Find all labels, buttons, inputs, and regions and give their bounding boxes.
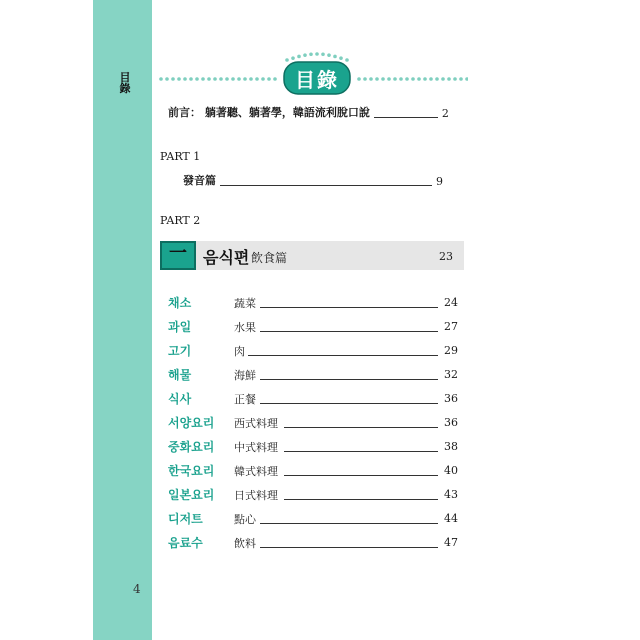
section-page: 23 (439, 250, 453, 263)
toc-row-korean: 과일 (168, 320, 192, 334)
leader-line (260, 331, 438, 332)
toc-row-korean: 서양요리 (168, 416, 215, 430)
decorative-dot (189, 77, 193, 81)
toc-title: 目錄 (295, 68, 339, 92)
decorative-dot (363, 77, 367, 81)
toc-row-page: 27 (444, 320, 458, 333)
toc-row[interactable] (168, 486, 458, 502)
toc-row[interactable] (168, 462, 458, 478)
decorative-dot (357, 77, 361, 81)
toc-row-chinese: 中式料理 (234, 441, 278, 454)
preface-label: 前言： 躺著聽、躺著學，韓語流利脫口說 (168, 106, 370, 119)
decorative-dot (201, 77, 205, 81)
decorative-dot (423, 77, 427, 81)
decorative-dot (441, 77, 445, 81)
decorative-dot (435, 77, 439, 81)
toc-row[interactable] (168, 534, 458, 550)
decorative-dot (447, 77, 451, 81)
decorative-dot (417, 77, 421, 81)
toc-row[interactable] (168, 438, 458, 454)
toc-row-chinese: 日式料理 (234, 489, 278, 502)
toc-row[interactable] (168, 342, 458, 358)
toc-row-chinese: 肉 (234, 345, 245, 358)
section-chinese-title: 飲食篇 (251, 251, 288, 265)
decorative-dot (225, 77, 229, 81)
decorative-dot (453, 77, 457, 81)
decorative-dot (243, 77, 247, 81)
toc-row-chinese: 點心 (234, 513, 256, 526)
decorative-dot (411, 77, 415, 81)
decorative-dot (321, 52, 325, 56)
decorative-dot (237, 77, 241, 81)
toc-row[interactable] (168, 366, 458, 382)
decorative-dot (465, 77, 468, 81)
decorative-dot (165, 77, 169, 81)
decorative-dot (285, 58, 289, 62)
toc-row-chinese: 海鮮 (234, 369, 256, 382)
leader-line (248, 355, 438, 356)
toc-row-korean: 해물 (168, 368, 192, 382)
decorative-dot (429, 77, 433, 81)
toc-row[interactable] (168, 318, 458, 334)
part-1-entry-page: 9 (436, 175, 443, 188)
preface-page: 2 (441, 107, 449, 120)
toc-row-chinese: 韓式料理 (234, 465, 278, 478)
leader-line (260, 379, 438, 380)
decorative-dot (207, 77, 211, 81)
leader-line (284, 475, 438, 476)
toc-row-chinese: 蔬菜 (234, 297, 256, 310)
toc-row-page: 29 (444, 344, 458, 357)
leader-line (260, 523, 438, 524)
toc-row-korean: 식사 (168, 392, 192, 406)
preface-entry[interactable] (168, 106, 449, 120)
section-korean-title: 음식편 (203, 248, 250, 267)
toc-row-chinese: 正餐 (234, 393, 256, 406)
decorative-dot (249, 77, 253, 81)
decorative-dot (297, 55, 301, 59)
sidebar-label-char-2: 錄 (119, 82, 131, 95)
decorative-dot (375, 77, 379, 81)
toc-row-page: 36 (444, 416, 458, 429)
sidebar-band (93, 0, 152, 640)
decorative-dot (213, 77, 217, 81)
sidebar-label (118, 72, 132, 94)
toc-row-page: 47 (444, 536, 458, 549)
toc-row[interactable] (168, 510, 458, 526)
part-2-heading: PART 2 (160, 214, 201, 227)
decorative-dot (291, 56, 295, 60)
toc-row[interactable] (168, 294, 458, 310)
decorative-dot (303, 53, 307, 57)
decorative-dot (327, 53, 331, 57)
leader-line (284, 451, 438, 452)
toc-row[interactable] (168, 390, 458, 406)
toc-row-korean: 디저트 (168, 512, 203, 526)
badge-dots-top-decoration (280, 50, 354, 64)
part-1-heading: PART 1 (160, 150, 201, 163)
decorative-dot (231, 77, 235, 81)
toc-row-korean: 일본요리 (168, 488, 215, 502)
sidebar-label-char-1: 目 (119, 71, 131, 84)
decorative-dot (255, 77, 259, 81)
decorative-dot (393, 77, 397, 81)
decorative-dot (267, 77, 271, 81)
part-1-entry[interactable] (183, 174, 443, 188)
decorative-dot (387, 77, 391, 81)
leader-line (260, 307, 438, 308)
section-number-box: 一 (160, 241, 196, 270)
decorative-dot (345, 58, 349, 62)
leader-line (374, 117, 438, 118)
decorative-dot (315, 52, 319, 56)
decorative-dot (381, 77, 385, 81)
leader-line (260, 403, 438, 404)
leader-line (220, 185, 432, 186)
decorative-dot (339, 56, 343, 60)
decorative-dot (333, 55, 337, 59)
toc-row-page: 36 (444, 392, 458, 405)
toc-row-page: 43 (444, 488, 458, 501)
toc-row-korean: 고기 (168, 344, 192, 358)
toc-row-korean: 중화요리 (168, 440, 215, 454)
leader-line (260, 547, 438, 548)
page-number: 4 (133, 582, 141, 596)
part-1-entry-label: 發音篇 (183, 174, 216, 187)
toc-row-page: 40 (444, 464, 458, 477)
decorative-dot (399, 77, 403, 81)
toc-row-page: 44 (444, 512, 458, 525)
toc-row-page: 32 (444, 368, 458, 381)
decorative-dot (183, 77, 187, 81)
decorative-dot (171, 77, 175, 81)
toc-row-korean: 한국요리 (168, 464, 215, 478)
toc-row-korean: 채소 (168, 296, 192, 310)
decorative-dot (195, 77, 199, 81)
toc-row-page: 38 (444, 440, 458, 453)
decorative-dot (159, 77, 163, 81)
toc-row-chinese: 水果 (234, 321, 256, 334)
decorative-dot (459, 77, 463, 81)
toc-row[interactable] (168, 414, 458, 430)
toc-row-korean: 음료수 (168, 536, 203, 550)
leader-line (284, 499, 438, 500)
toc-row-chinese: 飲料 (234, 537, 256, 550)
decorative-dot (273, 77, 277, 81)
leader-line (284, 427, 438, 428)
decorative-dot (261, 77, 265, 81)
toc-row-page: 24 (444, 296, 458, 309)
decorative-dot (405, 77, 409, 81)
decorative-dot (369, 77, 373, 81)
toc-row-chinese: 西式料理 (234, 417, 278, 430)
decorative-dot (177, 77, 181, 81)
decorative-dot (219, 77, 223, 81)
decorative-dot (309, 52, 313, 56)
